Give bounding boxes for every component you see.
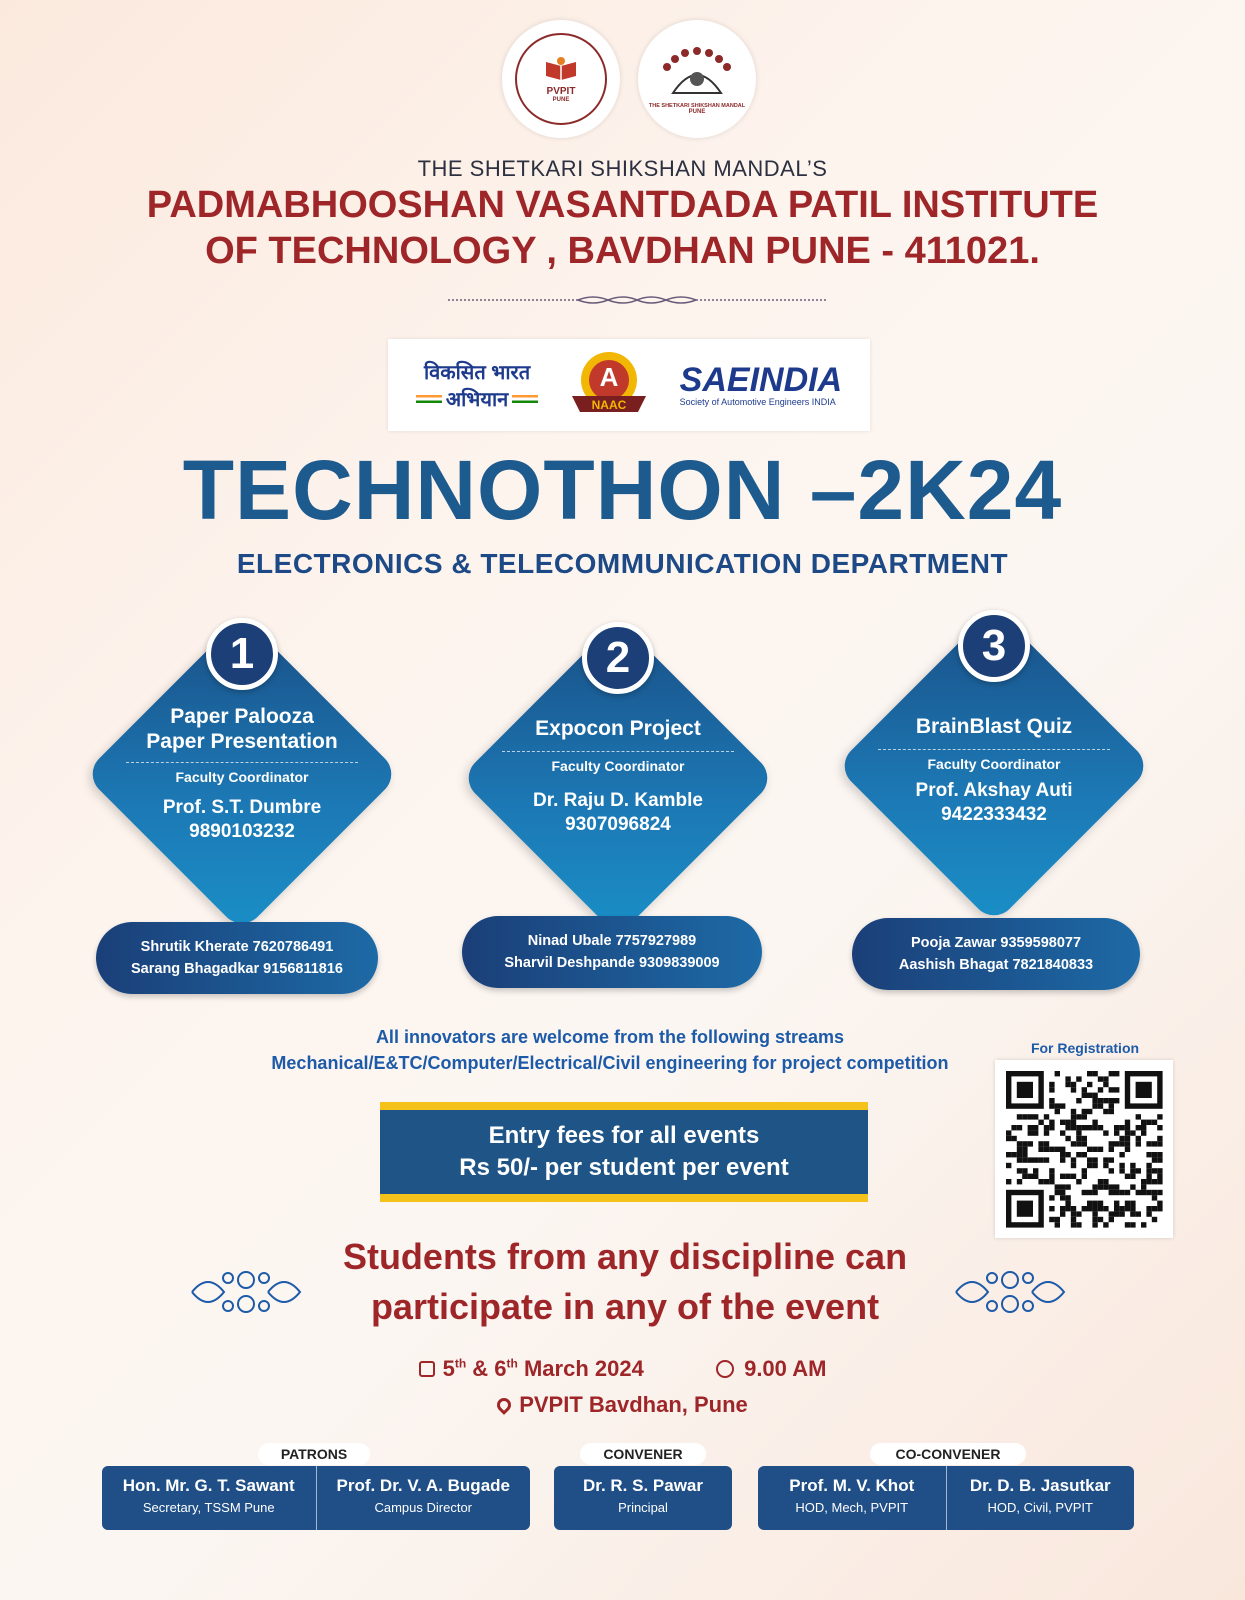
event-card-3: [834, 610, 1154, 910]
patrons-label: PATRONS: [258, 1443, 370, 1465]
event-title-line1: BrainBlast Quiz: [915, 715, 1073, 738]
clock-icon: [716, 1360, 734, 1378]
student-coordinator: Sarang Bhagadkar 9156811816: [131, 961, 343, 977]
tssm-emblem-icon: [649, 43, 745, 103]
viksit-bharat-line1: विकसित भारत: [423, 362, 531, 384]
location-pin-icon: [494, 1395, 514, 1415]
coconvener-role: HOD, Mech, PVPIT: [795, 1500, 909, 1515]
coconvener: [758, 1466, 946, 1530]
tssm-logo: [638, 20, 756, 138]
pvpit-logo-text: PVPIT: [546, 85, 576, 97]
coconvener-name: Dr. D. B. Jasutkar: [969, 1476, 1111, 1495]
convener: [554, 1466, 732, 1530]
patron-name: Prof. Dr. V. A. Bugade: [336, 1476, 510, 1495]
naac-badge: [566, 346, 652, 424]
student-coordinator: Pooja Zawar 9359598077: [910, 935, 1082, 951]
separator: [126, 762, 358, 763]
event-card-1: [82, 618, 402, 918]
participation-line1: Students from any discipline can: [342, 1236, 908, 1277]
fees-line1: Entry fees for all events: [488, 1122, 760, 1149]
coconvener-role: HOD, Civil, PVPIT: [987, 1500, 1093, 1515]
date-suffix2: th: [506, 1356, 518, 1371]
coconvener-label: CO-CONVENER: [870, 1443, 1026, 1465]
separator: [878, 749, 1110, 750]
pvpit-logo-subtext: PUNE: [552, 96, 570, 103]
right-ornament-icon: [952, 1262, 1068, 1322]
registration-qr-code[interactable]: [995, 1060, 1173, 1238]
event-title: TECHNOTHON –2K24: [182, 443, 1063, 537]
student-coordinator: Shrutik Kherate 7620786491: [140, 939, 334, 955]
coconvener-box: [758, 1466, 1134, 1530]
student-coordinators-2: [462, 916, 762, 988]
welcome-line2: Mechanical/E&TC/Computer/Electrical/Civil engineering for project competition: [271, 1053, 949, 1073]
calendar-icon: [419, 1361, 435, 1377]
student-coordinators-1: [96, 922, 378, 994]
ornamental-divider: [448, 295, 826, 305]
institute-title-line1: PADMABHOOSHAN VASANTDADA PATIL INSTITUTE: [146, 184, 1099, 226]
faculty-name: Dr. Raju D. Kamble: [533, 790, 703, 811]
event-time: 9.00 AM: [744, 1356, 827, 1381]
saeindia-title: SAEINDIA: [679, 361, 843, 399]
convener-name: Dr. R. S. Pawar: [583, 1476, 703, 1495]
event-title-line2: Paper Presentation: [146, 730, 338, 753]
event-title-line1: Paper Palooza: [170, 705, 314, 728]
faculty-name: Prof. S.T. Dumbre: [162, 797, 322, 818]
saeindia-logo: [680, 363, 842, 407]
participation-line2: participate in any of the event: [370, 1286, 880, 1327]
institute-title-line2: OF TECHNOLOGY , BAVDHAN PUNE - 411021.: [205, 230, 1040, 272]
accreditation-badges: [388, 339, 870, 431]
institute-title: [0, 182, 1245, 274]
date-rest: March 2024: [517, 1356, 644, 1381]
patrons-box: [102, 1466, 530, 1530]
fees-line2: Rs 50/- per student per event: [459, 1154, 789, 1181]
event-title-line1: Expocon Project: [535, 717, 701, 740]
date-suffix1: th: [454, 1356, 467, 1371]
venue-line: [0, 1392, 1245, 1418]
student-coordinators-3: [852, 918, 1140, 990]
coconvener-name: Prof. M. V. Khot: [789, 1476, 915, 1495]
convener-role: Principal: [618, 1500, 668, 1515]
faculty-phone: 9307096824: [565, 814, 671, 835]
convener-box: [554, 1466, 732, 1530]
qr-code-icon: [995, 1060, 1173, 1238]
student-coordinator: Aashish Bhagat 7821840833: [898, 957, 1094, 973]
welcome-text: [240, 1024, 980, 1076]
event-card-2: [458, 622, 778, 922]
book-emblem-icon: [544, 56, 578, 84]
separator: [502, 751, 734, 752]
patron-role: Secretary, TSSM Pune: [142, 1500, 275, 1515]
event-number: 3: [958, 610, 1030, 682]
student-coordinator: Ninad Ubale 7757927989: [527, 933, 697, 949]
left-ornament-icon: [188, 1262, 304, 1322]
student-coordinator: Sharvil Deshpande 9309839009: [504, 955, 720, 971]
date-day1: 5: [442, 1356, 455, 1381]
welcome-line1: All innovators are welcome from the following streams: [375, 1027, 845, 1047]
participation-note: [300, 1232, 950, 1332]
tssm-logo-subtext: PUNE: [688, 109, 706, 115]
patron: [102, 1466, 316, 1530]
patron: [316, 1466, 531, 1530]
date-amp: & 6: [466, 1356, 507, 1381]
faculty-phone: 9890103232: [189, 821, 295, 842]
pvpit-logo: [502, 20, 620, 138]
entry-fees-banner: [380, 1102, 868, 1202]
schedule-line: [0, 1356, 1245, 1382]
patron-name: Hon. Mr. G. T. Sawant: [122, 1476, 295, 1495]
faculty-coordinator-label: Faculty Coordinator: [551, 758, 685, 774]
department-name: ELECTRONICS & TELECOMMUNICATION DEPARTMENT: [236, 548, 1009, 579]
saeindia-subtitle: Society of Automotive Engineers INDIA: [679, 397, 836, 407]
convener-label: CONVENER: [580, 1443, 706, 1465]
faculty-phone: 9422333432: [941, 804, 1047, 825]
viksit-bharat-line2: अभियान: [445, 389, 509, 411]
patron-role: Campus Director: [374, 1500, 473, 1515]
coconvener: [946, 1466, 1135, 1530]
tssm-logo-text: THE SHETKARI SHIKSHAN MANDAL: [648, 103, 746, 109]
registration-label: For Registration: [1030, 1040, 1140, 1056]
faculty-name: Prof. Akshay Auti: [915, 780, 1073, 801]
organization-line: THE SHETKARI SHIKSHAN MANDAL’S: [417, 156, 828, 181]
venue: PVPIT Bavdhan, Pune: [519, 1392, 748, 1417]
faculty-coordinator-label: Faculty Coordinator: [175, 769, 309, 785]
event-number: 2: [582, 622, 654, 694]
naac-label: NAAC: [591, 398, 627, 412]
naac-grade: A: [599, 362, 619, 392]
event-number: 1: [206, 618, 278, 690]
viksit-bharat-logo: [416, 358, 538, 412]
faculty-coordinator-label: Faculty Coordinator: [927, 756, 1061, 772]
